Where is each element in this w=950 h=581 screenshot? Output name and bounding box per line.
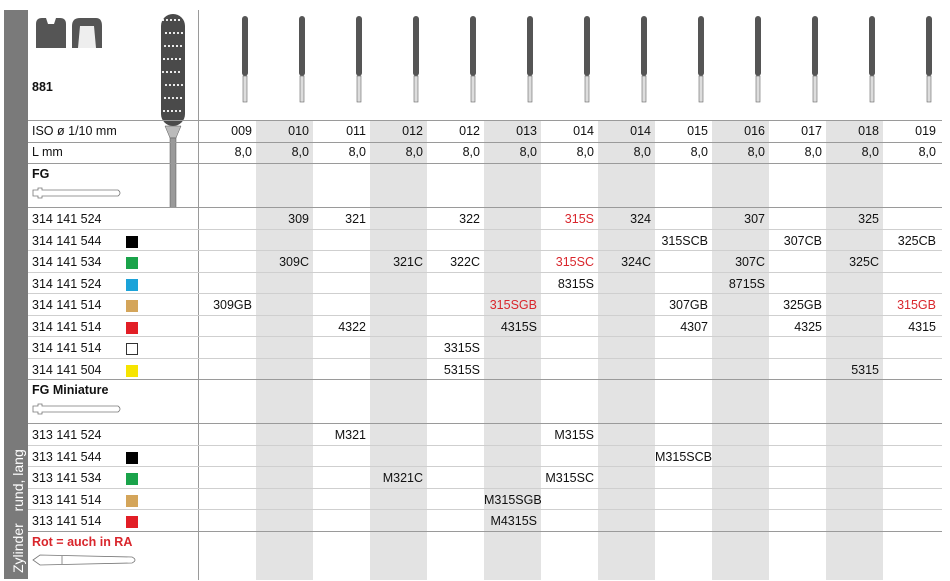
column-shading	[256, 120, 313, 580]
length-cell: 8,0	[747, 145, 765, 159]
product-cell: 315SC	[555, 255, 594, 269]
bur-size-image	[695, 16, 707, 104]
grit-color-swatch	[126, 495, 138, 507]
column-shading	[712, 120, 769, 580]
length-cell: 8,0	[576, 145, 594, 159]
product-cell: 307C	[735, 255, 765, 269]
grit-color-swatch	[126, 236, 138, 248]
article-code: 314 141 524	[32, 276, 102, 291]
product-cell: 324	[630, 212, 651, 226]
row-separator	[28, 250, 942, 251]
product-cell: 5315	[851, 362, 879, 377]
side-label-part: rund, lang	[10, 449, 26, 512]
length-cell: 8,0	[918, 145, 936, 159]
iso-size-cell: 013	[516, 124, 537, 138]
bur-size-image	[524, 16, 536, 104]
article-code: 314 141 544	[32, 233, 102, 248]
row-separator	[28, 488, 942, 489]
bur-size-image	[923, 16, 935, 104]
product-cell: 307	[744, 212, 765, 226]
grit-color-swatch	[126, 322, 138, 334]
row-separator	[28, 509, 942, 510]
column-shading	[826, 120, 883, 580]
article-code: 313 141 534	[32, 471, 102, 485]
product-cell: 309C	[279, 255, 309, 269]
tooth-crown-icon	[36, 18, 66, 48]
grit-color-swatch	[126, 473, 138, 485]
product-cell: 315GB	[897, 298, 936, 312]
product-cell: 309	[288, 212, 309, 226]
iso-size-cell: 014	[573, 124, 594, 138]
grit-color-swatch	[126, 257, 138, 269]
product-cell: 307CB	[783, 233, 822, 248]
iso-size-cell: 019	[915, 124, 936, 138]
header-row-label: L mm	[32, 145, 63, 159]
iso-size-cell: 009	[231, 124, 252, 138]
product-cell: M4315S	[490, 514, 537, 528]
product-cell: M315S	[554, 428, 594, 442]
bur-size-image	[410, 16, 422, 104]
article-code: 314 141 514	[32, 319, 102, 334]
tooth-icons	[32, 14, 108, 54]
product-cell: M321C	[382, 471, 423, 485]
row-separator	[28, 423, 942, 424]
product-cell: 309GB	[213, 298, 252, 312]
product-cell: 315SCB	[661, 233, 708, 248]
bur-size-image	[467, 16, 479, 104]
column-shading	[370, 120, 427, 580]
length-cell: 8,0	[348, 145, 366, 159]
row-separator	[28, 229, 942, 230]
iso-size-cell: 012	[402, 124, 423, 138]
section-title: FG	[32, 167, 50, 181]
article-code: 314 141 504	[32, 362, 102, 377]
product-cell: 325C	[849, 255, 879, 269]
row-separator	[28, 531, 942, 532]
product-cell: 321	[345, 212, 366, 226]
row-separator	[28, 379, 942, 380]
iso-size-cell: 015	[687, 124, 708, 138]
length-cell: 8,0	[462, 145, 480, 159]
product-table	[28, 10, 942, 580]
row-separator	[28, 315, 942, 316]
bur-size-image	[752, 16, 764, 104]
product-cell: 8715S	[728, 276, 765, 291]
product-cell: M315SC	[545, 471, 594, 485]
article-code: 313 141 514	[32, 492, 102, 507]
column-shading	[598, 120, 655, 580]
length-cell: 8,0	[690, 145, 708, 159]
length-cell: 8,0	[519, 145, 537, 159]
iso-size-cell: 011	[346, 124, 366, 138]
article-code: 314 141 524	[32, 212, 102, 226]
product-number: 881	[32, 80, 53, 94]
grit-color-swatch	[126, 365, 138, 377]
length-cell: 8,0	[291, 145, 309, 159]
iso-size-cell: 018	[858, 124, 879, 138]
article-code: 314 141 514	[32, 341, 102, 355]
bur-size-image	[353, 16, 365, 104]
row-separator	[28, 336, 942, 337]
product-cell: 5315S	[443, 362, 480, 377]
iso-size-cell: 010	[288, 124, 309, 138]
product-cell: 307GB	[669, 298, 708, 312]
row-separator	[28, 163, 942, 164]
row-separator	[28, 293, 942, 294]
grit-color-swatch	[126, 279, 138, 291]
iso-size-cell: 017	[801, 124, 822, 138]
shank-icon	[32, 187, 124, 199]
product-cell: 4315S	[500, 319, 537, 334]
product-cell: 322	[459, 212, 480, 226]
header-row-label: ISO ø 1/10 mm	[32, 124, 117, 138]
row-separator	[28, 466, 942, 467]
product-cell: M315SCB	[655, 449, 712, 464]
footnote-red: Rot = auch in RA	[32, 534, 133, 549]
product-cell: 325CB	[897, 233, 936, 248]
side-label-part: Zylinder	[10, 523, 26, 573]
product-cell: 8315S	[557, 276, 594, 291]
product-cell: 325	[858, 212, 879, 226]
grit-color-swatch	[126, 452, 138, 464]
bur-size-image	[296, 16, 308, 104]
product-cell: 315SGB	[489, 298, 537, 312]
ra-shank-icon	[32, 553, 140, 567]
product-cell: 315S	[564, 212, 594, 226]
bur-size-image	[581, 16, 593, 104]
product-cell: 4307	[680, 319, 708, 334]
iso-size-cell: 012	[459, 124, 480, 138]
bur-size-image	[809, 16, 821, 104]
product-cell: 324C	[621, 255, 651, 269]
bur-size-image	[239, 16, 251, 104]
product-cell: 4325	[794, 319, 822, 334]
row-separator	[28, 207, 942, 208]
article-code: 313 141 524	[32, 428, 102, 442]
product-cell: 4322	[338, 319, 366, 334]
product-cell: 322C	[450, 255, 480, 269]
grit-color-swatch	[126, 300, 138, 312]
diamond-bur-image	[158, 12, 188, 208]
spacer	[10, 512, 26, 524]
side-category-bar	[4, 10, 28, 579]
length-cell: 8,0	[405, 145, 423, 159]
product-cell: 321C	[393, 255, 423, 269]
bur-size-image	[638, 16, 650, 104]
grit-color-swatch	[126, 343, 138, 355]
product-cell: M315SGB	[484, 492, 542, 507]
shank-icon	[32, 403, 124, 415]
section-title: FG Miniature	[32, 383, 109, 397]
product-cell: 325GB	[783, 298, 822, 312]
product-cell: 3315S	[443, 341, 480, 355]
grit-color-swatch	[126, 516, 138, 528]
length-cell: 8,0	[234, 145, 252, 159]
article-code: 314 141 514	[32, 298, 102, 312]
side-category-label	[8, 353, 28, 573]
product-cell: 4315	[908, 319, 936, 334]
article-code: 313 141 514	[32, 514, 102, 528]
iso-size-cell: 016	[744, 124, 765, 138]
length-cell: 8,0	[861, 145, 879, 159]
article-code: 314 141 534	[32, 255, 102, 269]
bur-size-image	[866, 16, 878, 104]
article-code: 313 141 544	[32, 449, 102, 464]
length-cell: 8,0	[633, 145, 651, 159]
iso-size-cell: 014	[630, 124, 651, 138]
row-separator	[28, 445, 942, 446]
product-cell: M321	[334, 428, 366, 442]
length-cell: 8,0	[804, 145, 822, 159]
row-separator	[28, 358, 942, 359]
row-separator	[28, 272, 942, 273]
